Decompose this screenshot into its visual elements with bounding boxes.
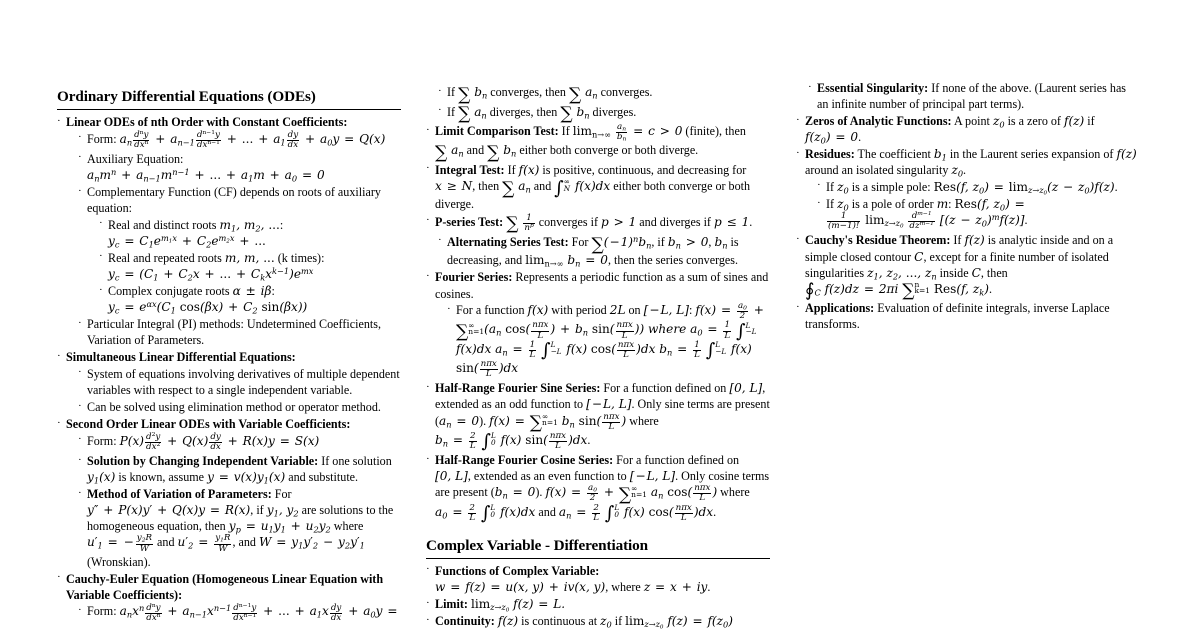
formula-complex-function: w = f(z) = u(x, y) + iv(x, y) [435,580,606,594]
item-text: If none of the above. (Laurent series has an infinite number of principal part terms). [817,81,1127,112]
list-item [426,563,770,595]
item-label: Auxiliary Equation: [87,151,184,166]
bullet-icon: · [796,113,800,126]
bullet-icon: · [78,433,82,446]
bullet-icon: · [438,104,442,117]
item-label: Applications: [805,301,875,316]
item-label: Half-Range Fourier Sine Series: [435,381,601,396]
item-text: If $z_0$ is a simple pole: Res(f, $z_0) = \lim_{z\to z_0}(z - z_0)f(z)$. [826,179,1118,197]
bullet-icon: · [426,214,430,227]
bullet-icon: · [426,452,430,465]
complex-variable-list [426,563,770,629]
bullet-icon: · [78,399,82,412]
item-label: Real and repeated roots m, m, ... (k times): [108,250,325,265]
list-item [78,131,401,150]
formula-ode-general: $a_n$ $\frac{d^ny}{dx^n}$ + $a_{n-1}$ $\frac{d^{n-1}y}{dx^{n-1}}$ + ... + $a_1$ $\frac{dy}{dx}$ + $a_0y = Q(x)$ [119,129,386,150]
item-label: Fourier Series: [435,270,513,285]
item-label: Method of Variation of Parameters: [87,487,272,502]
item-label: Limit: [435,597,468,612]
sublist [87,217,401,315]
item-label: Cauchy's Residue Theorem: [805,233,951,248]
item-text: If ∑ $a_n$ diverges, then ∑ $b_n$ diverges. [447,104,637,125]
bullet-icon: · [817,196,821,209]
column-1 [57,0,401,626]
formula-second-order-form: P(x) $\frac{d^2y}{dx^2}$ + Q(x) $\frac{dy}{dx}$ + R(x)y = S(x) [119,431,320,452]
item-text: The coefficient $b_1$ in the Laurent series expansion of f(z) around an isolated singularity $z_0$. [805,147,1137,179]
list-item [796,300,1140,332]
bullet-icon: · [817,179,821,192]
item-label: Complex conjugate roots α ± iβ: [108,284,275,299]
bullet-icon: · [426,162,430,175]
list-item [796,232,1140,302]
formula-distinct-roots: $y_c = C_1e^{m_1x} + C_2e^{m_2x}$ + ... [108,232,266,250]
bullet-icon: · [57,416,61,429]
list-item [78,151,401,183]
list-item [426,452,770,523]
item-label: Simultaneous Linear Differential Equations: [66,350,296,365]
list-item [426,122,770,164]
list-item [78,184,401,315]
list-item [78,433,401,452]
odes-list [57,114,401,623]
item-text: For a function defined on [0, L], extended as an even function to [−L, L]. Only cosine terms are present $(b_n = 0)$. f(x) = $\frac{a_0}{2}$ + ∑ ∞ n=1 $a_n$ cos( $\frac{\text{nπx}}{L}$ ) where $a_0$ = $\frac{2}{L}$ ∫ L 0 f(x)dx and $a_n$ = $\frac{2}{L}$ ∫ L 0 f(x) cos( $\frac{\text{nπx}}{L}$ )dx. [435,453,770,525]
bullet-icon: · [99,250,103,263]
item-text: Evaluation of definite integrals, inverse Laplace transforms. [805,301,1110,332]
sublist [66,366,401,415]
sublist [435,302,770,379]
item-text: If one solution $y_1(x)$ is known, assume $y = v(x)y_1(x)$ and substitute. [87,454,392,486]
list-item [57,571,401,623]
item-label: Half-Range Fourier Cosine Series: [435,453,614,468]
item-label: Form: [87,131,117,146]
list-item [817,179,1140,195]
list-item [426,162,770,213]
list-item [78,399,401,415]
list-item [426,380,770,451]
bullet-icon: · [99,217,103,230]
list-item [796,113,1140,145]
formula-auxiliary-equation: $a_nm^n + a_{n-1}m^{n-1}$ + ... + $a_1m + a_0 = 0$ [87,167,325,184]
list-item [438,84,770,103]
item-text: . [1024,213,1028,228]
sublist [805,179,1140,231]
formula-cauchy-euler: $a_nx^n$ $\frac{d^ny}{dx^n}$ + $a_{n-1}x^{n-1}$ $\frac{d^{n-1}y}{dx^{n-1}}$ + ... + $a_1x$ $\frac{dy}{dx}$ + $a_0y$ = [119,602,398,623]
bullet-icon: · [78,486,82,499]
bullet-icon: · [78,316,82,329]
item-label: Form: [87,604,117,619]
item-label: Complementary Function (CF) depends on roots of auxiliary equation: [87,185,381,216]
item-text: For a function f(x) with period 2L on [−L, L]: [456,303,693,318]
item-label: Integral Test: [435,162,505,177]
column-2 [426,0,770,631]
item-text: For a function defined on [0, L], extended as an odd function to [−L, L]. Only sine terms are present $(a_n = 0)$. f(x) = ∑ ∞ n=1 $b_n$ sin( $\frac{\text{nπx}}{L}$ ) where $b_n$ = $\frac{2}{L}$ ∫ L 0 f(x) sin( $\frac{\text{nπx}}{L}$ )dx. [435,381,770,453]
list-item [99,250,401,282]
bullet-icon: · [78,184,82,197]
formula-complex-roots: $y_c = e^{\alpha x}(C_1$ $\cos(\beta x) + C_2$ sin(βx)) [108,299,308,316]
item-text: , where z = x + iy. [605,580,711,594]
bullet-icon: · [78,131,82,144]
singularity-sublist [796,80,1140,112]
bullet-icon: · [57,114,61,127]
bullet-icon: · [426,563,430,576]
item-label: Continuity: [435,614,495,629]
bullet-icon: · [426,596,430,609]
bullet-icon: · [447,302,451,315]
alternating-series-sublist [426,234,770,269]
list-item [57,114,401,348]
sublist [66,131,401,349]
list-item [78,603,401,622]
list-item [78,453,401,485]
list-item [796,146,1140,231]
bullet-icon: · [796,300,800,313]
bullet-icon: · [78,453,82,466]
list-item [78,486,401,570]
list-item [426,269,770,379]
list-item [426,596,770,612]
list-item [78,316,401,348]
list-item [426,214,770,233]
item-label: Cauchy-Euler Equation (Homogeneous Linear Equation with Variable Coefficients): [66,571,384,602]
item-text: ∑ $\frac{1}{n^p}$ converges if p > 1 and diverges if p ≤ 1. [506,212,753,235]
item-label: Essential Singularity: [817,81,929,95]
column-3 [796,0,1140,626]
item-text: A point $z_0$ is a zero of f(z) if $f(z_0) = 0$. [805,114,1095,146]
item-label: System of equations involving derivatives of multiple dependent variables with respect to a single independent variable. [87,366,400,397]
list-item [57,349,401,415]
item-text: For $\sum(-1)^nb_n$, if $b_n > 0$, $b_n$ is decreasing, and $\lim_{n\to\infty} b_n = 0$, then the series converges. [447,233,739,269]
bullet-icon: · [78,151,82,164]
item-label: Functions of Complex Variable: [435,563,600,578]
bullet-icon: · [796,146,800,159]
item-label: Real and distinct roots $m_1$, $m_2$, ...: [108,217,284,234]
bullet-icon: · [438,234,442,247]
bullet-icon: · [57,349,61,362]
bullet-icon: · [99,283,103,296]
item-label: Residues: [805,147,855,162]
item-label: Particular Integral (PI) methods: Undetermined Coefficients, Variation of Parameters. [87,317,381,348]
bullet-icon: · [57,571,61,584]
formula-complex-limit: $\lim_{z\to z_0} f(z) = L$. [470,597,566,614]
page-title-odes: Ordinary Differential Equations (ODEs) [57,88,401,110]
item-text: Represents a periodic function as a sum of sines and cosines. [435,270,769,301]
list-item [447,302,770,379]
item-label: Limit Comparison Test: [435,124,559,139]
item-label: P-series Test: [435,214,504,229]
formula-repeated-roots: $y_c = (C_1 + C_2x$ + ... + $C_kx^{k-1})e^{mx}$ [108,266,314,283]
list-item [99,283,401,315]
list-item [426,613,770,629]
list-item [817,196,1140,231]
bullet-icon: · [426,613,430,626]
item-label: Zeros of Analytic Functions: [805,114,952,129]
item-text: If $\lim_{n\to\infty}$ $\frac{a_n}{b_n}$ = c > 0 (finite), then ∑ $a_n$ and ∑ $b_n$ either both converge or both diverge. [435,122,746,164]
item-text: If $z_0$ is a pole of order m: Res(f, $z_0$) = [826,197,1025,213]
formula-residue-order-m: $\frac{1}{(m-1)!}$ $\lim_{z\to z_0}$ $\frac{d^{m-1}}{dz^{m-1}}$ $[(z - z_0)^mf(z)]$ [828,211,1025,232]
item-text: If ∑ $b_n$ converges, then ∑ $a_n$ converges. [447,84,653,105]
bullet-icon: · [78,366,82,379]
comparison-test-sublist [426,84,770,125]
list-item [99,217,401,249]
bullet-icon: · [796,232,800,245]
list-item [57,416,401,570]
bullet-icon: · [438,84,442,97]
item-text: If f(z) is analytic inside and on a simple closed contour C, except for a finite number of isolated singularities $z_1$, $z_2$, ..., $z_n$ inside C, then $∮_C$ f(z)dz = 2πi ∑ n k=1 Res(f, $z_k$). [805,233,1114,302]
item-label: Alternating Series Test: [447,234,569,249]
item-label: Linear ODEs of nth Order with Constant Coefficients: [66,115,348,130]
bullet-icon: · [78,603,82,616]
bullet-icon: · [426,123,430,136]
list-item [438,234,770,269]
item-label: Solution by Changing Independent Variable: [87,454,319,469]
residues-list [796,80,1140,332]
bullet-icon: · [808,80,812,93]
sublist [66,603,401,622]
item-text: If f(x) is positive, continuous, and decreasing for x ≥ N, then ∑ $a_n$ and ∫ ∞ N f(x)dx either both converge or both diverge. [435,162,751,212]
item-label: Second Order Linear ODEs with Variable Coefficients: [66,417,351,432]
section-title-complex-variable: Complex Variable - Differentiation [426,537,770,559]
sublist [66,433,401,570]
bullet-icon: · [426,269,430,282]
item-text: For y″ + P(x)y′ + Q(x)y = R(x), if $y_1$, $y_2$ are solutions to the homogeneous equation, then $y_p = u_1y_1 + u_2y_2$ where $u'_1$ = − $\frac{y_2R}{W}$ and $u'_2$ = $\frac{y_1R}{W}$ , and $W = y_1y'_2 - y_2y'_1$ (Wronskian). [87,487,394,569]
item-text: f(z) is continuous at $z_0$ if $\lim_{z\to z_0} f(z) = f(z_0)$ [497,614,733,631]
list-item [808,80,1140,112]
series-tests-list [426,84,770,523]
item-label: Form: [87,433,117,448]
bullet-icon: · [426,380,430,393]
formula-fourier-series: f(x) = $\frac{a_0}{2}$ + ∑ ∞ n=1 ($a_n$ cos( $\frac{\text{nπx}}{L}$ ) + $b_n$ sin( $\frac{\text{nπx}}{L}$ )) where $a_0$ = $\frac{1}{L}$ ∫ L −L f(x)dx $a_n$ = $\frac{1}{L}$ ∫ L −L f(x) cos( $\frac{\text{nπx}}{L}$ )dx $b_n$ = $\frac{1}{L}$ ∫ L −L f(x) sin( $\frac{\text{nπx}}{L}$ )dx [456,301,764,380]
item-label: Can be solved using elimination method or operator method. [87,400,381,415]
list-item [78,366,401,398]
list-item [438,104,770,123]
